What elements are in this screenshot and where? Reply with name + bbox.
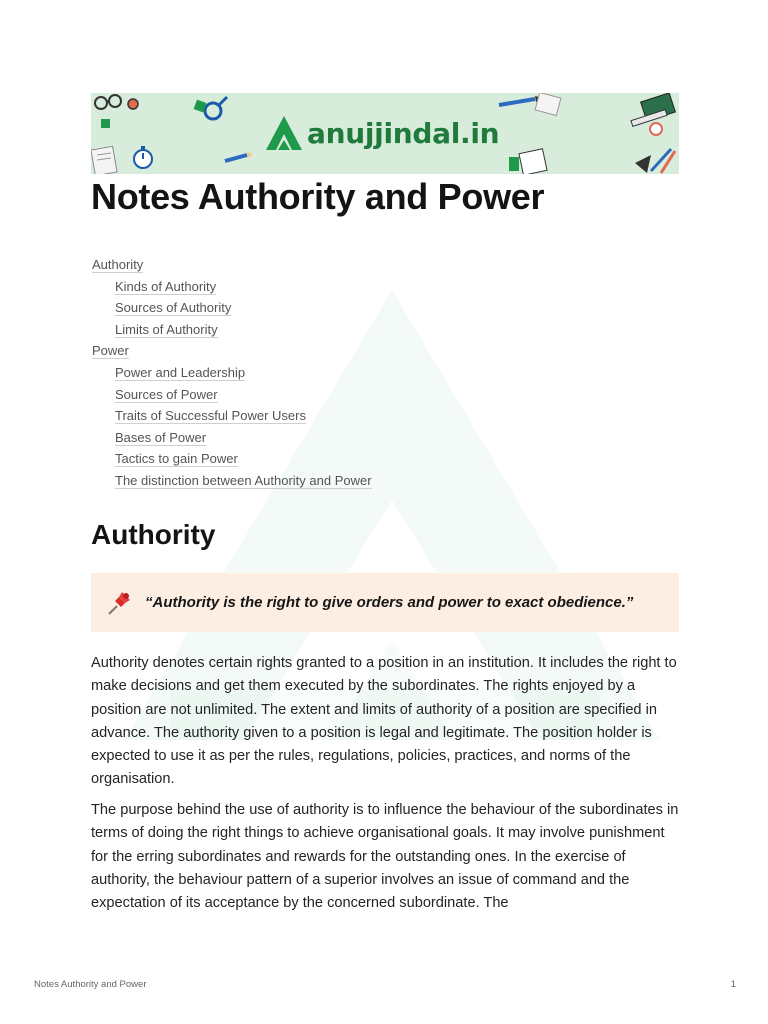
magnifier-icon (205, 97, 227, 119)
pencils-icon (635, 149, 675, 173)
site-logo[interactable] (265, 113, 499, 153)
table-of-contents (92, 256, 372, 494)
document-icon (91, 146, 117, 174)
toc-item[interactable]: Tactics to gain Power (115, 451, 238, 467)
toc-item[interactable]: Kinds of Authority (115, 278, 217, 294)
laptop-icon (631, 93, 675, 126)
logo-text: anujjindal.in (307, 116, 500, 150)
clock-icon (650, 123, 662, 135)
callout-quote: “Authority is the right to give orders and power to exact obedience.” (145, 594, 634, 611)
stopwatch-icon (134, 146, 152, 168)
toc-item[interactable]: Traits of Successful Power Users (115, 408, 306, 424)
target-icon (128, 99, 138, 109)
clipboard-icon (509, 149, 547, 174)
pushpin-icon (105, 589, 133, 617)
toc-item[interactable]: Power and Leadership (115, 364, 246, 380)
footer-title: Notes Authority and Power (34, 979, 147, 990)
toc-item[interactable]: Bases of Power (115, 429, 207, 445)
toc-item[interactable]: Sources of Power (115, 386, 218, 402)
glasses-icon (95, 95, 121, 109)
toc-item[interactable]: The distinction between Authority and Power (115, 472, 372, 488)
toc-item[interactable]: Power (92, 343, 129, 359)
document-title: Notes Authority and Power (91, 176, 545, 217)
notepad-icon (535, 93, 561, 116)
quote-callout (91, 573, 679, 632)
header-banner (91, 93, 679, 174)
pencil-icon (225, 152, 253, 161)
toc-item[interactable]: Sources of Authority (115, 300, 232, 316)
toc-item[interactable]: Authority (92, 257, 144, 272)
toc-item[interactable]: Limits of Authority (115, 321, 218, 337)
page-number: 1 (730, 979, 736, 990)
section-heading: Authority (91, 519, 216, 550)
logo-mark-icon (265, 115, 303, 151)
body-paragraph: The purpose behind the use of authority is to influence the behaviour of the subordinates in terms of doing the right things to achieve organisational goals. It may involve punishment for the erring subordinates and rewards for the outstanding ones. In the exercise of authority, the behaviour pattern of a superior involves an issue of command and the expectation of its acceptance by the concerned subordinate. The (91, 802, 679, 912)
body-paragraph: Authority denotes certain rights granted to a position in an institution. It includes the right to make decisions and get them executed by the subordinates. The rights enjoyed by a position are not unlimited. The extent and limits of authority of a position are specified in advance. The authority given to a position is legal and legitimate. The position holder is expected to use it as per the rules, regulations, policies, practices, and norms of the organisation. (91, 655, 677, 788)
green-square-icon (101, 119, 110, 128)
